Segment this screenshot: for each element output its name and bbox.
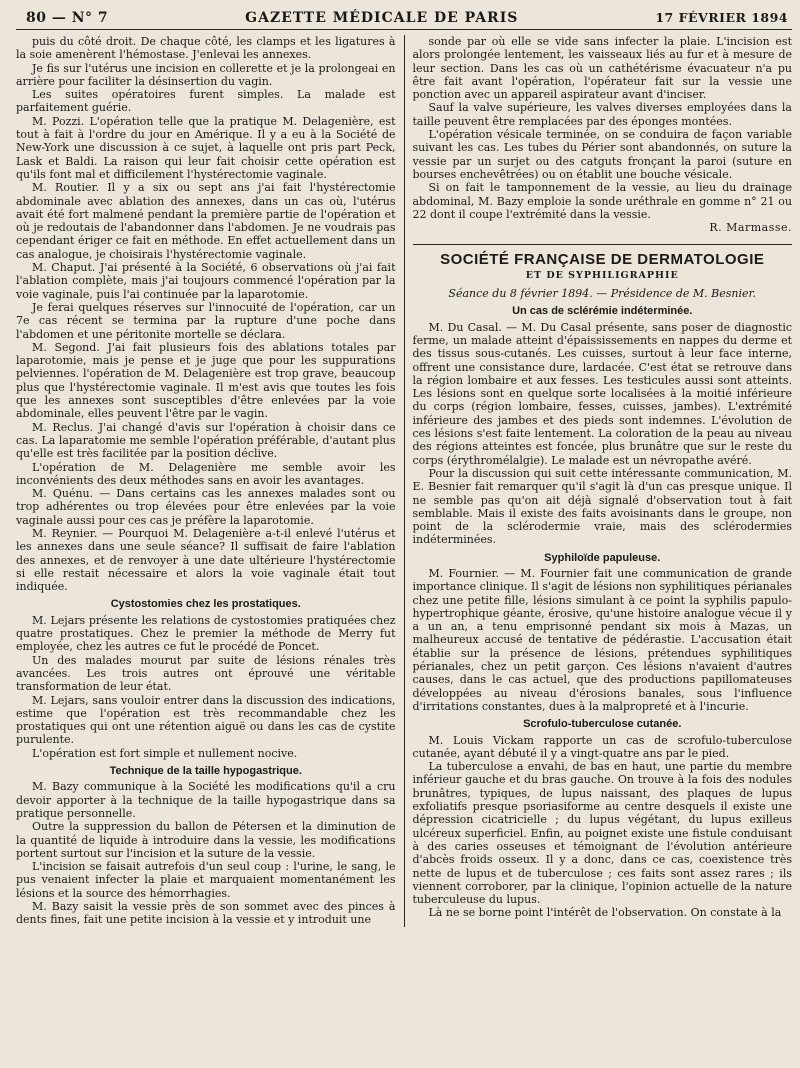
paragraph: Je ferai quelques réserves sur l'innocuité de l'opération, car un 7e cas récent se termina par la rupture d'une poche dans l'abdomen et une péritonite mortelle se déclara. [16, 300, 396, 341]
paragraph: M. Bazy saisit la vessie près de son sommet avec des pinces à dents fines, fait une petite incision à la vessie et y introduit une [16, 900, 396, 927]
paragraph: M. Reynier. — Pourquoi M. Delagenière a-t-il enlevé l'utérus et les annexes dans une seule séance? Il suffisait de faire l'ablation des annexes, et de renvoyer à une date ultérieure l'hystérectomie si elle restait nécessaire et alors la voie vaginale était tout indiquée. [16, 526, 396, 594]
paragraph: L'opération vésicale terminée, on se conduira de façon variable suivant les cas. Les tubes du Périer sont abandonnés, on suture la vessie par un surjet ou des catguts fronçant la paroi (suture en bourses enchevêtrées) ou on établit une bouche vésicale. [412, 128, 792, 181]
column-rule [404, 35, 405, 927]
paragraph: Sauf la valve supérieure, les valves diverses employées dans la taille peuvent être remplacées par des éponges montées. [412, 101, 792, 128]
paragraph: M. Du Casal. — M. Du Casal présente, sans poser de diagnostic ferme, un malade atteint d'épaississements en nappes du derme et des tissus sous-cutanés. Les cuisses, surtout à leur face interne, offrent une consistance dure, lardacée. C'est état se retrouve dans la région lombaire et aux fesses. Les testicules aussi sont atteints. Les lésions sont en quelque sorte localisées à la moitié inférieure du corps (région lombaire, fesses, cuisses, jambes). L'extrémité inférieure des jambes et des pieds sont indemnes. L'évolution de ces lésions s'est faite lentement. La coloration de la peau au niveau des régions atteintes est foncée, plus brunâtre que sur le reste du corps (érythromélalgie). Le malade est un névropathe avéré. [412, 320, 792, 467]
session-line: Séance du 8 février 1894. — Présidence de M. Besnier. [448, 287, 757, 301]
paragraph: Un des malades mourut par suite de lésions rénales très avancées. Les trois autres ont éprouvé une véritable transformation de leur état. [16, 653, 396, 694]
section-heading: Syphiloïde papuleuse. [544, 551, 661, 564]
paragraph: L'opération est fort simple et nullement nocive. [32, 746, 298, 760]
author-signature: R. Marmasse. [709, 221, 792, 235]
page-number: 80 — N° 7 [26, 10, 109, 26]
paragraph: Outre la suppression du ballon de Pétersen et la diminution de la quantité de liquide à introduire dans la vessie, les modifications portent surtout sur l'incision et la suture de la vessie. [16, 820, 396, 860]
section-heading: Scrofulo-tuberculose cutanée. [523, 718, 682, 731]
paragraph: Pour la discussion qui suit cette intéressante communication, M. E. Besnier fait remarquer qu'il s'agit là d'un cas presque unique. Il ne semble pas qu'on ait déjà signalé d'observation tout à fait semblable. Mais il existe des faits avoisinants dans le groupe, non point de la sclérodermie vraie, mais des sclérodermies indéterminées. [412, 466, 792, 547]
journal-title: GAZETTE MÉDICALE DE PARIS [245, 10, 519, 26]
right-column-continuation [413, 35, 793, 221]
right-column [413, 35, 793, 927]
paragraph: M. Segond. J'ai fait plusieurs fois des ablations totales par laparotomie, mais je pense et je juge que pour les suppurations pelviennes. l'opération de M. Delagenière est trop grave, beaucoup plus que l'hystérectomie vaginale. Il m'est avis que toutes les fois que les annexes sont susceptibles d'être enlevées par la voie abdominale, elles peuvent l'être par le vagin. [16, 340, 396, 421]
left-column [16, 35, 396, 927]
paragraph: M. Pozzi. L'opération telle que la pratique M. Delagenière, est tout à fait à l'ordre du jour en Amérique. Il y a eu à la Société de New-York une discussion à ce sujet, à laquelle ont pris part Peck, Lask et Baldi. La raison qui leur fait choisir cette opération est qu'ils font mal et difficilement l'hystérectomie vaginale. [16, 114, 396, 181]
paragraph: M. Bazy communique à la Société les modifications qu'il a cru devoir apporter à la technique de la taille hypogastrique dans sa pratique personnelle. [16, 780, 396, 820]
paragraph: M. Routier. Il y a six ou sept ans j'ai fait l'hystérectomie abdominale avec ablation des annexes, dans un cas où, l'utérus avait été fort malmené pendant la première partie de l'opération et où je redoutais de l'abandonner dans l'abdomen. Je ne voudrais pas cependant ériger ce fait en méthode. En effet actuellement dans un cas analogue, je choisirais l'hystérectomie vaginale. [16, 181, 396, 261]
section-heading: Technique de la taille hypogastrique. [109, 765, 302, 778]
paragraph: L'opération de M. Delagenière me semble avoir les inconvénients des deux méthodes sans en avoir les avantages. [16, 460, 396, 487]
paragraph: M. Fournier. — M. Fournier fait une communication de grande importance clinique. Il s'agit de lésions non syphilitiques périanales chez une petite fille, lésions simulant à ce point la syphilis papulo-hypertrophique géante, érosive, qu'une histoire analogue vécue il y a un an, a tenu emprisonné pendant six mois à Mazas, un malheureux accusé de tentative de pédérastie. L'accusation était établie sur la présence de lésions, prétendues syphilitiques périanales, chez un petit garçon. Ces lésions n'avaient d'autres causes, dans le cas actuel, que des productions papillomateuses développées au niveau d'érosions banales, sous l'influence d'irritations constantes, dues à la malpropreté et à l'incurie. [412, 566, 792, 713]
paragraph: puis du côté droit. De chaque côté, les clamps et les ligatures à la soie amenèrent l'hémostase. J'enlevai les annexes. [16, 35, 396, 62]
society-heading: SOCIÉTÉ FRANÇAISE DE DERMATOLOGIE [413, 244, 793, 266]
paragraph: Là ne se borne point l'intérêt de l'observation. On constate à la [428, 906, 782, 920]
dermatology-reports [413, 305, 793, 919]
paragraph: Les suites opératoires furent simples. La malade est parfaitement guérie. [16, 88, 396, 115]
paragraph: sonde par où elle se vide sans infecter la plaie. L'incision est alors prolongée lentement, les vaisseaux liés au fur et à mesure de leur section. Dans les cas où un cathétérisme évacuateur n'a pu être fait avant l'opération, l'opérateur fait sur la vessie une ponction avec un appareil aspirateur avant d'inciser. [412, 35, 792, 102]
paragraph: La tuberculose a envahi, de bas en haut, une partie du membre inférieur gauche et du bras gauche. On trouve à la fois des nodules brunâtres, typiques, de lupus naissant, des plaques de lupus exfoliatifs presque psoriasiforme au centre desquels il existe une dépression cicatricielle ; du lupus végétant, du lupus exilleus ulcéreux superficiel. Enfin, au poignet existe une fistule conduisant à des caries osseuses et témoignant de l'évolution antérieure d'abcès froids osseux. Il y a donc, dans ce cas, coexistence très nette de lupus et de tuberculose ; ces faits sont assez rares ; ils viennent corroborer, par la clinique, l'opinion actuelle de la nature tuberculeuse du lupus. [412, 760, 792, 907]
paragraph: M. Chaput. J'ai présenté à la Société, 6 observations où j'ai fait l'ablation complète, mais j'ai toujours commencé l'opération par la voie vaginale, puis l'ai continuée par la laparotomie. [16, 261, 396, 301]
paragraph: Si on fait le tamponnement de la vessie, au lieu du drainage abdominal, M. Bazy emploie la sonde uréthrale en gomme n° 21 ou 22 dont il coupe l'extrémité dans la vessie. [412, 181, 792, 221]
paragraph: Je fis sur l'utérus une incision en collerette et je la prolongeai en arrière pour faciliter la désinsertion du vagin. [16, 61, 396, 88]
paragraph: M. Lejars, sans vouloir entrer dans la discussion des indications, estime que l'opération est très recommandable chez les prostatiques qui ont une rétention aiguë ou dans les cas de cystite purulente. [16, 693, 396, 747]
issue-date: 17 FÉVRIER 1894 [655, 10, 788, 25]
paragraph: M. Quénu. — Dans certains cas les annexes malades sont ou trop adhérentes ou trop élevées pour être enlevées par la voie vaginale aussi pour ces cas je préfère la laparotomie. [16, 487, 396, 527]
paragraph: M. Louis Vickam rapporte un cas de scrofulo-tuberculose cutanée, ayant débuté il y a vingt-quatre ans par le pied. [412, 733, 792, 760]
section-heading: Cystostomies chez les prostatiques. [110, 598, 301, 611]
paragraph: M. Lejars présente les relations de cystostomies pratiquées chez quatre prostatiques. Chez le premier la méthode de Merry fut employée, chez les autres ce fut le procédé de Poncet. [16, 613, 396, 654]
paragraph: L'incision se faisait autrefois d'un seul coup : l'urine, le sang, le pus venaient infecter la plaie et marquaient momentanément les lésions et la source des hémorrhagies. [16, 860, 396, 900]
page-header [16, 10, 792, 30]
section-heading: Un cas de sclérémie indéterminée. [512, 305, 693, 318]
society-subheading: ET DE SYPHILIGRAPHIE [525, 269, 679, 281]
paragraph: M. Reclus. J'ai changé d'avis sur l'opération à choisir dans ce cas. La laparatomie me semble l'opération préférable, d'autant plus qu'elle est très facilitée par la position déclive. [16, 420, 396, 461]
